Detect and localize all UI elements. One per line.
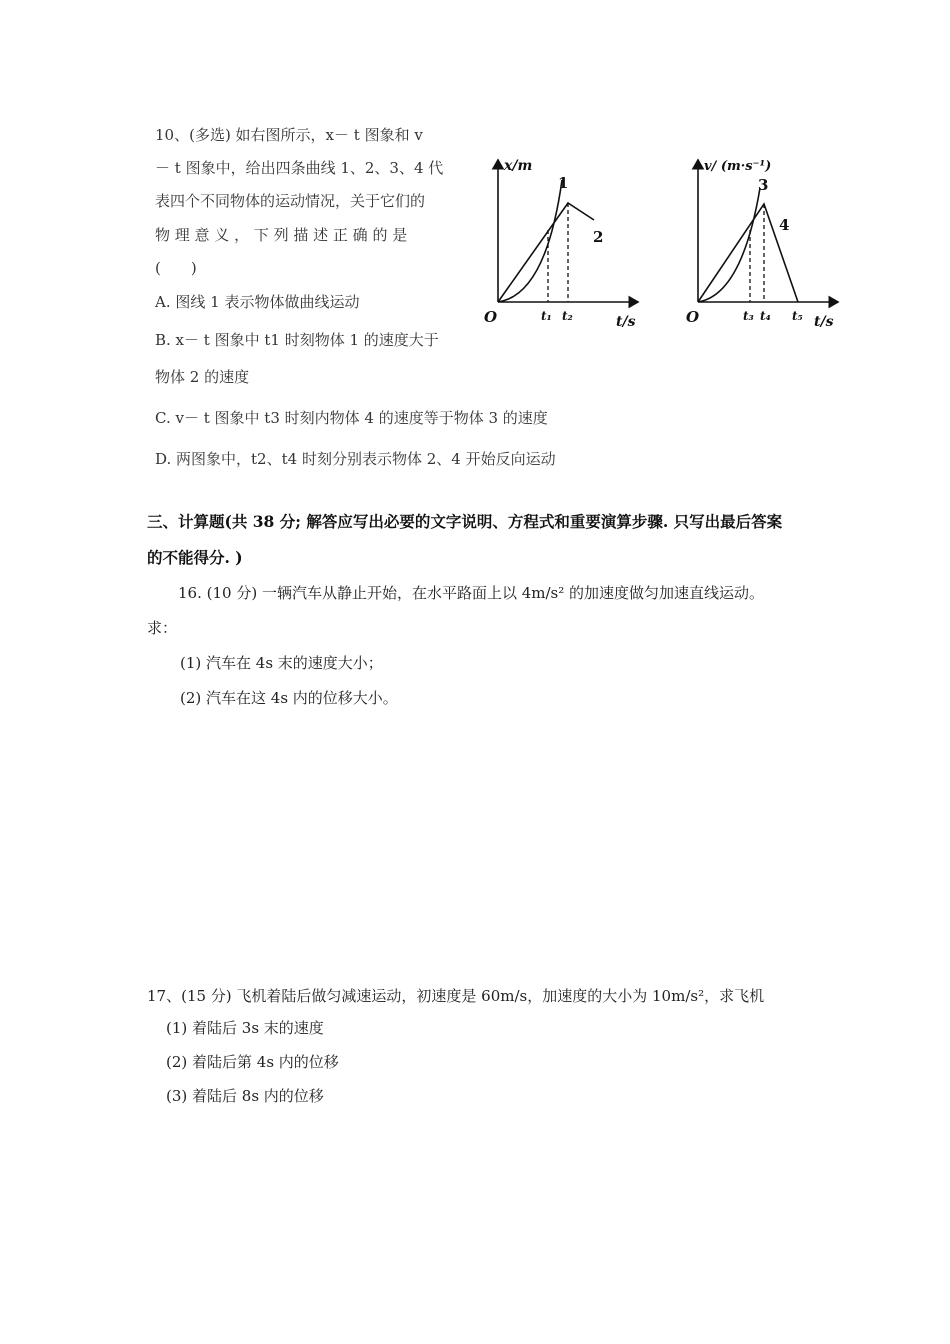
q17-sub3: (3) 着陆后 8s 内的位移 — [166, 1087, 324, 1105]
q16-text2: 求： — [147, 619, 178, 637]
xt-tick-t2: t₂ — [562, 309, 573, 323]
q10-option-b-line1: B. x－ t 图象中 t1 时刻物体 1 的速度大于 — [155, 331, 439, 349]
xt-label-1: 1 — [558, 174, 569, 192]
vt-tick-t3: t₃ — [743, 309, 754, 323]
q17-text: 17、(15 分) 飞机着陆后做匀减速运动，初速度是 60m/s，加速度的大小为 10m/s²，求飞机 — [147, 987, 765, 1005]
q10-line5: ( ) — [155, 259, 197, 277]
q10-line3: 表四个不同物体的运动情况，关于它们的 — [155, 192, 426, 210]
xt-ylabel: x/m — [504, 158, 533, 174]
vt-xlabel: t/s — [814, 314, 834, 330]
vt-curve3 — [698, 188, 760, 302]
q16-text: 16. (10 分) 一辆汽车从静止开始，在水平路面上以 4m/s² 的加速度做匀加速直线运动。 — [178, 584, 765, 602]
q16-sub1: (1) 汽车在 4s 末的速度大小； — [180, 654, 383, 672]
vt-ylabel: v/ (m·s⁻¹) — [704, 159, 772, 174]
vt-origin: O — [686, 308, 700, 326]
vt-tick-t4: t₄ — [760, 309, 771, 323]
q10-line4: 物 理 意 义 ， 下 列 描 述 正 确 的 是 — [155, 226, 408, 244]
vt-tick-t5: t₅ — [792, 309, 803, 323]
q17-sub1: (1) 着陆后 3s 末的速度 — [166, 1019, 324, 1037]
xt-graph — [478, 150, 650, 335]
q17-sub2: (2) 着陆后第 4s 内的位移 — [166, 1053, 339, 1071]
vt-label-4: 4 — [779, 216, 790, 234]
q10-line1: 10、(多选) 如右图所示，x－ t 图象和 v — [155, 126, 423, 144]
vt-label-3: 3 — [758, 176, 769, 194]
xt-tick-t1: t₁ — [541, 309, 552, 323]
xt-origin: O — [484, 308, 498, 326]
q10-option-b-line2: 物体 2 的速度 — [155, 368, 250, 386]
vt-graph — [680, 150, 852, 335]
xt-xlabel: t/s — [616, 314, 636, 330]
q10-line2: － t 图象中，给出四条曲线 1、2、3、4 代 — [155, 159, 444, 177]
section3-heading-line2: 的不能得分. ) — [147, 548, 243, 567]
q10-option-d: D. 两图象中，t2、t4 时刻分别表示物体 2、4 开始反向运动 — [155, 450, 556, 468]
xt-line2 — [498, 203, 594, 302]
q10-option-c: C. v－ t 图象中 t3 时刻内物体 4 的速度等于物体 3 的速度 — [155, 409, 548, 427]
xt-label-2: 2 — [593, 228, 604, 246]
xt-curve1 — [498, 180, 562, 302]
section3-heading-line1: 三、计算题(共 38 分; 解答应写出必要的文字说明、方程式和重要演算步骤. 只写出最后答案 — [147, 512, 783, 531]
q10-option-a: A. 图线 1 表示物体做曲线运动 — [155, 293, 360, 311]
q16-sub2: (2) 汽车在这 4s 内的位移大小。 — [180, 689, 398, 707]
